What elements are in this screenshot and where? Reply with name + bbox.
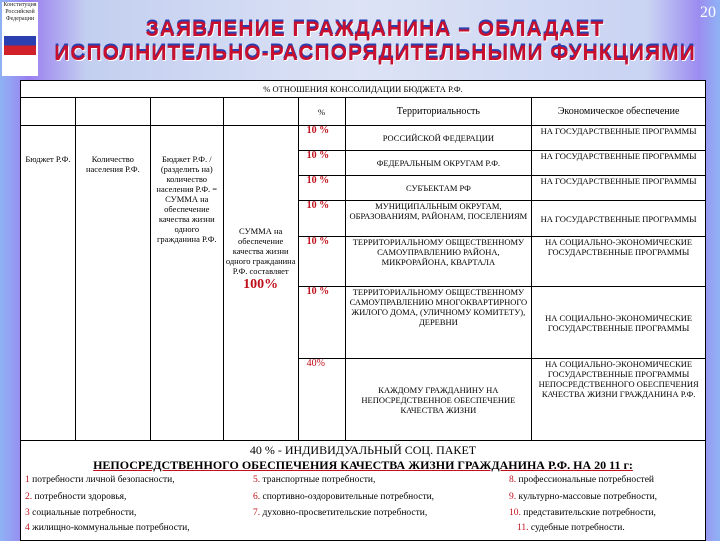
need-item	[253, 508, 427, 518]
row-territory: ТЕРРИТОРИАЛЬНОМУ ОБЩЕСТВЕННОМУ САМОУПРАВЛЕНИЮ РАЙОНА, МИКРОРАЙОНА, КВАРТАЛА	[345, 237, 532, 287]
need-item	[509, 508, 656, 518]
slide-number: 20	[700, 4, 716, 21]
row-percent: 10 %	[298, 126, 345, 151]
need-number: 2.	[25, 492, 33, 502]
need-number: 3	[25, 508, 30, 518]
need-item	[25, 475, 175, 485]
sum-cell	[223, 126, 298, 441]
row-economic: НА СОЦИАЛЬНО-ЭКОНОМИЧЕСКИЕ ГОСУДАРСТВЕННЫЕ ПРОГРАММЫ	[532, 237, 706, 287]
social-package-box	[20, 441, 706, 541]
need-item	[25, 508, 136, 518]
package-heading: 40 % - ИНДИВИДУАЛЬНЫЙ СОЦ. ПАКЕТ	[249, 443, 477, 457]
slide-title	[40, 18, 710, 66]
row-percent: 10 %	[298, 151, 345, 176]
package-subheading	[21, 458, 705, 473]
need-text: духовно-просветительские потребности,	[262, 508, 428, 518]
sum-total: 100%	[243, 277, 279, 292]
sum-text: СУММА на обеспечение качества жизни одного гражданина Р.Ф. составляет	[225, 226, 296, 276]
need-number: 7.	[253, 508, 261, 518]
row-percent: 10 %	[298, 176, 345, 201]
row-territory: СУБЪЕКТАМ РФ	[345, 176, 532, 201]
need-text: потребности здоровья,	[34, 492, 127, 502]
row-economic: НА СОЦИАЛЬНО-ЭКОНОМИЧЕСКИЕ ГОСУДАРСТВЕННЫЕ ПРОГРАММЫ НЕПОСРЕДСТВЕННОГО ОБЕСПЕЧЕНИЯ КАЧЕСТВА ЖИЗНИ ГРАЖДАНИНА Р.Ф.	[532, 359, 706, 441]
flag-emblem-icon	[4, 27, 36, 55]
need-number: 10.	[509, 508, 521, 518]
budget-table	[20, 80, 706, 441]
row-percent: 40%	[298, 359, 345, 441]
row-percent: 10 %	[298, 287, 345, 359]
formula-cell: Бюджет Р.Ф. / (разделить на) количество населения Р.Ф. = СУММА на обеспечение качества жизни одного гражданина Р.Ф.	[150, 126, 223, 441]
need-item	[253, 492, 434, 502]
constitution-logo	[2, 2, 38, 76]
header-economic: Экономическое обеспечение	[532, 98, 706, 126]
need-text: культурно-массовые потребности,	[518, 492, 658, 502]
row-percent: 10 %	[298, 201, 345, 237]
need-number: 1	[25, 475, 30, 485]
row-economic: НА ГОСУДАРСТВЕННЫЕ ПРОГРАММЫ	[532, 176, 706, 201]
budget-cell: Бюджет Р.Ф.	[21, 126, 76, 441]
need-text: спортивно-оздоровительные потребности,	[262, 492, 435, 502]
need-item	[509, 475, 654, 485]
need-number: 6.	[253, 492, 261, 502]
row-percent: 10 %	[298, 237, 345, 287]
table-caption: % ОТНОШЕНИЯ КОНСОЛИДАЦИИ БЮДЖЕТА Р.Ф.	[21, 81, 706, 98]
header-percent: %	[298, 98, 345, 126]
need-text: социальные потребности,	[32, 508, 137, 518]
need-text: судебные потребности.	[530, 523, 625, 533]
row-territory: КАЖДОМУ ГРАЖДАНИНУ НА НЕПОСРЕДСТВЕННОЕ ОБЕСПЕЧЕНИЕ КАЧЕСТВА ЖИЗНИ	[345, 359, 532, 441]
need-number: 4	[25, 523, 30, 533]
need-number: 11.	[517, 523, 529, 533]
need-item	[509, 492, 657, 502]
title-line-2: ИСПОЛНИТЕЛЬНО-РАСПОРЯДИТЕЛЬНЫМИ ФУНКЦИЯМИ	[54, 42, 696, 65]
need-item	[25, 523, 190, 533]
logo-text: Конституция Российской Федерации	[3, 2, 37, 22]
population-cell: Количество населения Р.Ф.	[75, 126, 150, 441]
need-item	[517, 523, 625, 533]
row-territory: ТЕРРИТОРИАЛЬНОМУ ОБЩЕСТВЕННОМУ САМОУПРАВЛЕНИЮ МНОГОКВАРТИРНОГО ЖИЛОГО ДОМА, (УЛИЧНОМУ КОМИТЕТУ), ДЕРЕВНИ	[345, 287, 532, 359]
need-item	[25, 492, 126, 502]
need-text: представительские потребности,	[523, 508, 656, 518]
title-line-1: ЗАЯВЛЕНИЕ ГРАЖДАНИНА – ОБЛАДАЕТ	[145, 18, 605, 41]
row-economic: НА СОЦИАЛЬНО-ЭКОНОМИЧЕСКИЕ ГОСУДАРСТВЕННЫЕ ПРОГРАММЫ	[532, 287, 706, 359]
row-economic: НА ГОСУДАРСТВЕННЫЕ ПРОГРАММЫ	[532, 201, 706, 237]
package-subheading-text: НЕПОСРЕДСТВЕННОГО ОБЕСПЕЧЕНИЯ КАЧЕСТВА ЖИЗНИ ГРАЖДАНИНА Р.Ф.	[93, 458, 571, 472]
row-economic: НА ГОСУДАРСТВЕННЫЕ ПРОГРАММЫ	[532, 151, 706, 176]
need-text: транспортные потребности,	[262, 475, 376, 485]
need-text: потребности личной безопасности,	[32, 475, 175, 485]
row-economic: НА ГОСУДАРСТВЕННЫЕ ПРОГРАММЫ	[532, 126, 706, 151]
need-number: 8.	[509, 475, 517, 485]
need-text: жилищно-коммунальные потребности,	[32, 523, 190, 533]
need-text: профессиональные потребностей	[518, 475, 654, 485]
package-year: НА 20 11 г:	[573, 458, 633, 472]
header-territory: Территориальность	[345, 98, 532, 126]
row-territory: РОССИЙСКОЙ ФЕДЕРАЦИИ	[345, 126, 532, 151]
need-number: 5.	[253, 475, 261, 485]
need-number: 9.	[509, 492, 517, 502]
row-territory: МУНИЦИПАЛЬНЫМ ОКРУГАМ, ОБРАЗОВАНИЯМ, РАЙОНАМ, ПОСЕЛЕНИЯМ	[345, 201, 532, 237]
need-item	[253, 475, 375, 485]
row-territory: ФЕДЕРАЛЬНЫМ ОКРУГАМ Р.Ф.	[345, 151, 532, 176]
